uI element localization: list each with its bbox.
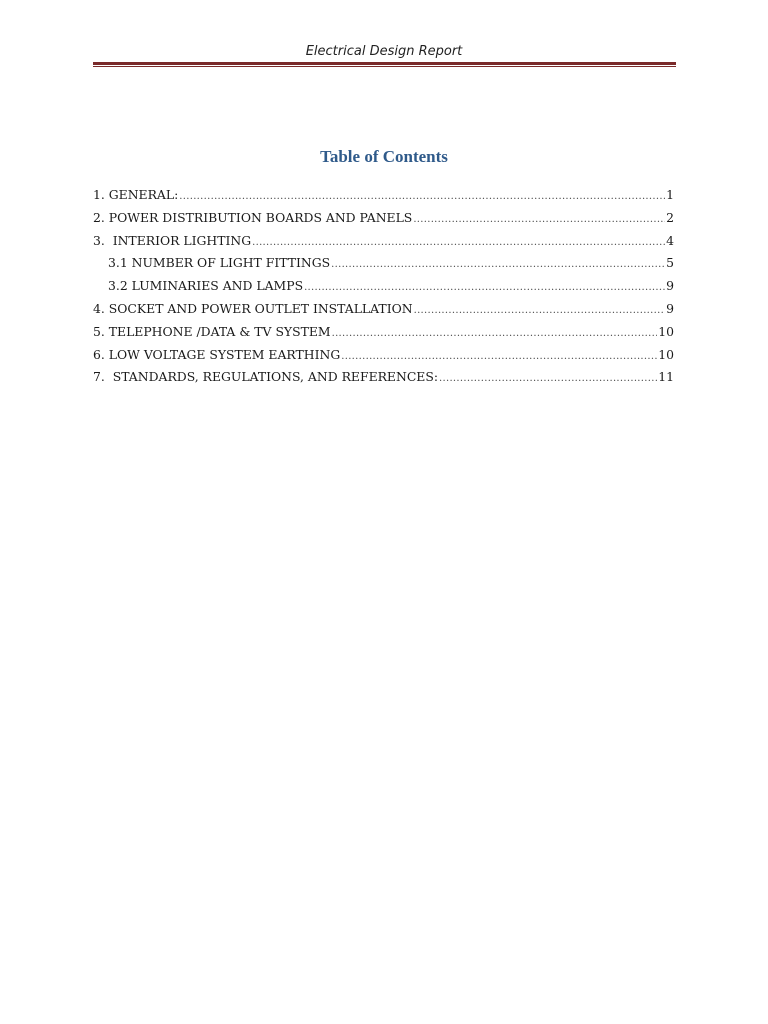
toc-entry-label: 4. SOCKET AND POWER OUTLET INSTALLATION — [93, 300, 413, 316]
toc-entry-luminaries[interactable] — [93, 276, 674, 299]
toc-entry-label: 5. TELEPHONE /DATA & TV SYSTEM — [93, 323, 331, 339]
toc-page-number: 9 — [666, 278, 674, 294]
toc-entry-standards[interactable] — [93, 367, 674, 390]
toc-dot-leader — [341, 347, 657, 367]
toc-entry-label: 6. LOW VOLTAGE SYSTEM EARTHING — [93, 346, 341, 362]
header-rule-thick — [93, 62, 676, 65]
toc-entry-general[interactable] — [93, 185, 674, 208]
toc-dot-leader — [331, 255, 665, 275]
toc-dot-leader — [413, 210, 665, 230]
toc-entry-label: 3. INTERIOR LIGHTING — [93, 232, 252, 248]
toc-dot-leader — [439, 369, 657, 389]
toc-dot-leader — [332, 324, 658, 344]
toc-entry-label: 2. POWER DISTRIBUTION BOARDS AND PANELS — [93, 209, 413, 225]
toc-entry-label: 3.2 LUMINARIES AND LAMPS — [108, 278, 304, 294]
toc-page-number: 4 — [666, 232, 674, 248]
toc-page-number: 2 — [666, 209, 674, 225]
toc-page-number: 5 — [666, 255, 674, 271]
toc-page-number: 9 — [666, 300, 674, 316]
toc-entry-telephone-data-tv[interactable] — [93, 322, 674, 345]
toc-dot-leader — [304, 278, 665, 298]
toc-dot-leader — [252, 233, 665, 253]
toc-entry-interior-lighting[interactable] — [93, 231, 674, 254]
toc-list — [93, 185, 674, 390]
toc-page-number: 1 — [666, 187, 674, 202]
toc-entry-earthing[interactable] — [93, 345, 674, 368]
toc-page-number: 11 — [658, 369, 674, 385]
header-rule-thin — [93, 66, 676, 67]
toc-entry-socket-outlet[interactable] — [93, 299, 674, 322]
toc-entry-power-distribution[interactable] — [93, 208, 674, 231]
toc-dot-leader — [414, 301, 666, 321]
toc-entry-label: 3.1 NUMBER OF LIGHT FITTINGS — [108, 255, 331, 271]
toc-page-number: 10 — [658, 346, 674, 362]
toc-page-number: 10 — [658, 323, 674, 339]
toc-entry-label: 1. GENERAL: — [93, 187, 179, 202]
toc-entry-light-fittings[interactable] — [93, 253, 674, 276]
toc-entry-label: 7. STANDARDS, REGULATIONS, AND REFERENCES: — [93, 369, 439, 385]
toc-heading: Table of Contents — [320, 147, 448, 166]
toc-dot-leader — [179, 187, 665, 207]
running-header: Electrical Design Report — [305, 44, 463, 59]
